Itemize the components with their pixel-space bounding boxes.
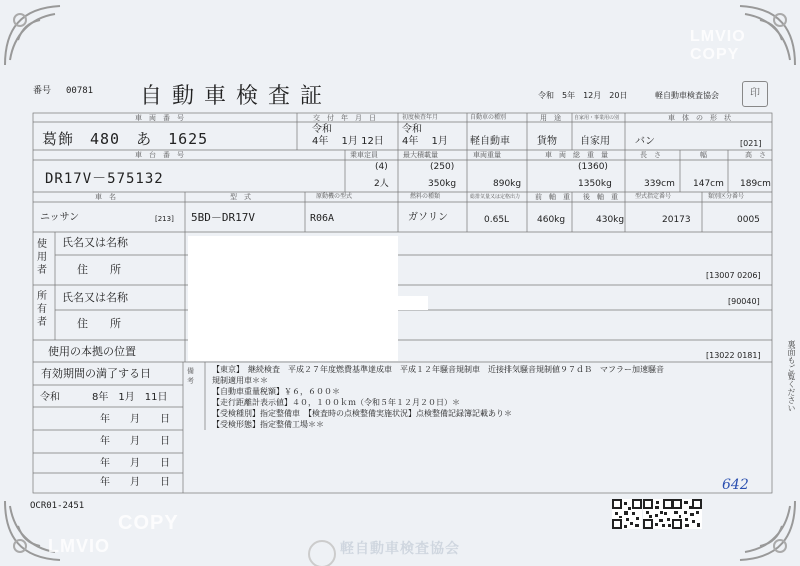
rear-axle: 430kg [596, 215, 625, 225]
type-designation-no: 20173 [662, 215, 691, 225]
expiry-blank-row: 年 月 日 [100, 458, 170, 469]
header-use: 用 途 [540, 114, 561, 122]
header-reg-no: 車 両 番 号 [135, 114, 184, 122]
base-location-label: 使用の本拠の位置 [48, 345, 136, 358]
header-private-business: 自家用・事業用の別 [574, 115, 620, 121]
doc-number-label: 番号 [33, 86, 52, 96]
remarks-line: 【受検種別】指定整備車 【検査時の点検整備実施状況】点検整備記録簿記載あり＊ [212, 409, 512, 418]
qr-code-1 [612, 499, 642, 529]
doc-number: 00781 [66, 86, 94, 96]
header-rear-axle: 後 軸 重 [583, 193, 618, 201]
handwritten-number: 642 [722, 477, 749, 493]
user-address-code: [13007 0206] [706, 271, 761, 280]
private-business: 自家用 [580, 136, 610, 147]
qr-code-2 [643, 499, 673, 529]
issuer-name: 軽自動車検査協会 [655, 91, 719, 100]
redacted-personal-info [188, 236, 398, 361]
watermark-brand: LMVIO [48, 536, 110, 556]
redacted-fragment [398, 296, 428, 310]
header-width: 幅 [700, 151, 707, 159]
header-capacity: 乗車定員 [350, 151, 378, 159]
ocr-code: OCR01-2451 [30, 501, 85, 511]
org-emblem-icon [308, 540, 336, 566]
header-model: 型 式 [230, 193, 251, 201]
header-engine-model: 原動機の型式 [316, 193, 353, 200]
capacity-paren: (4) [375, 162, 388, 172]
body-shape: バン [635, 136, 655, 147]
owner-section-label: 所有者 [37, 291, 47, 328]
chassis-no: DR17V－575132 [45, 171, 164, 187]
header-first-reg: 初度検査年月 [402, 114, 439, 121]
maker-code: [213] [155, 215, 174, 223]
capacity: 2人 [374, 179, 389, 189]
watermark-top: LMVIO COPY [690, 28, 746, 63]
expiry-era: 令和 [40, 392, 60, 403]
owner-address-code: [90040] [728, 297, 760, 306]
expiry-blank-row: 年 月 日 [100, 477, 170, 488]
expiry-blank-row: 年 月 日 [100, 436, 170, 447]
side-note: 裏面もご覧ください [787, 340, 796, 412]
expiry-date: 8年 1月 11日 [92, 392, 168, 403]
footer-org-name: 軽自動車検査協会 [340, 541, 460, 557]
header-vehicle-kind: 自動車の種別 [470, 114, 507, 121]
category-no: 0005 [737, 215, 760, 225]
user-address-label: 住 所 [77, 263, 121, 276]
header-chassis-no: 車 台 番 号 [135, 151, 184, 159]
header-front-axle: 前 軸 重 [535, 193, 570, 201]
header-length: 長 さ [640, 151, 661, 159]
header-displacement: 総排気量又は定格出力 [470, 194, 521, 200]
engine-model: R06A [310, 213, 335, 224]
ornament-corner-bottom-right [730, 496, 800, 566]
issue-date: 令和 5年 12月 20日 [538, 91, 628, 100]
user-section-label: 使用者 [37, 239, 47, 276]
body-code: [021] [740, 139, 762, 148]
page-title: 自動車検査証 [140, 84, 333, 109]
owner-address-label: 住 所 [77, 317, 121, 330]
user-name-label: 氏名又は名称 [62, 236, 128, 249]
header-type-designation: 型式指定番号 [635, 193, 672, 200]
header-reg-date: 交 付 年 月 日 [313, 114, 376, 122]
width: 147cm [693, 179, 724, 189]
reg-date: 4年 1月 12日 [312, 136, 384, 147]
ornament-corner-top-left [0, 0, 70, 70]
header-fuel: 燃料の種類 [410, 193, 441, 200]
header-max-load: 最大積載量 [403, 151, 438, 159]
vehicle-kind: 軽自動車 [470, 136, 510, 147]
remarks-line: 規制適用車＊＊ [212, 376, 268, 385]
max-load: 350kg [428, 179, 457, 189]
expiry-blank-row: 年 月 日 [100, 414, 170, 425]
header-height: 高 さ [745, 151, 766, 159]
displacement: 0.65L [484, 215, 510, 225]
first-reg-era: 令和 [402, 124, 422, 135]
first-reg-date: 4年 1月 [402, 136, 448, 147]
expiry-label: 有効期間の満了する日 [41, 367, 151, 380]
gross-weight: 1350kg [578, 179, 612, 189]
model: 5BD－DR17V [191, 211, 255, 224]
issuer-seal: 印 [742, 81, 768, 107]
reg-era: 令和 [312, 124, 332, 135]
length: 339cm [644, 179, 675, 189]
remarks-line: 【走行距離計表示値】４０，１００ｋｍ（令和５年１２月２０日）＊ [212, 398, 460, 407]
gross-weight-paren: (1360) [578, 162, 608, 172]
front-axle: 460kg [537, 215, 566, 225]
header-category-no: 類別区分番号 [708, 193, 745, 200]
base-location-code: [13022 0181] [706, 351, 761, 360]
header-maker: 車 名 [95, 193, 116, 201]
height: 189cm [740, 179, 771, 189]
header-vehicle-weight: 車両重量 [473, 151, 501, 159]
vehicle-use: 貨物 [537, 136, 557, 147]
header-gross-weight: 車 両 総 重 量 [545, 151, 608, 159]
remarks-label: 備 考 [187, 367, 201, 385]
reg-no: 葛飾 480 あ 1625 [42, 130, 209, 148]
max-load-paren: (250) [430, 162, 455, 172]
remarks-line: 【受検形態】指定整備工場＊＊ [212, 420, 324, 429]
owner-name-label: 氏名又は名称 [62, 291, 128, 304]
maker: ニッサン [40, 212, 80, 223]
remarks-line: 【東京】 継続検査 平成２７年度燃費基準達成車 平成１２年騒音規制車 近接排気騒音規制値９７ｄＢ マフラー加速騒音 [212, 365, 664, 374]
watermark-copy: COPY [118, 512, 179, 534]
remarks-line: 【自動車重量税額】￥６，６００＊ [212, 387, 340, 396]
header-body-shape: 車 体 の 形 状 [668, 114, 731, 122]
qr-code-3 [672, 499, 702, 529]
fuel: ガソリン [408, 212, 448, 223]
vehicle-weight: 890kg [493, 179, 522, 189]
